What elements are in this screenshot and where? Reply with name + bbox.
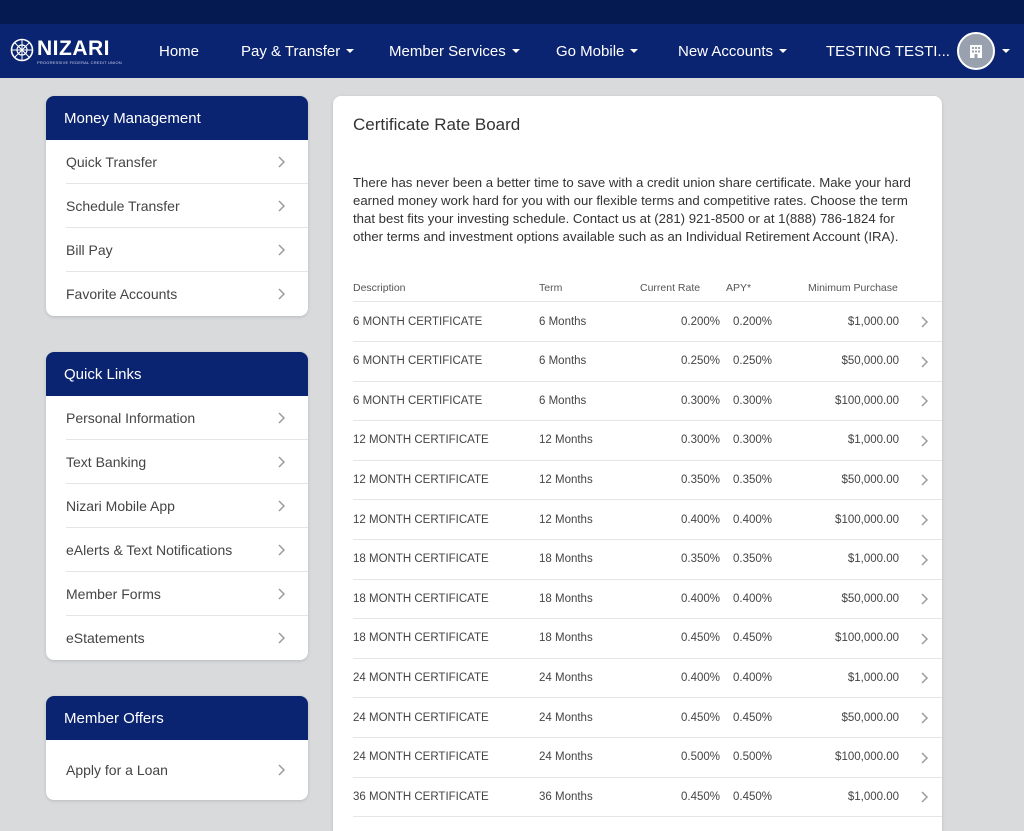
sidebar-item-bill-pay[interactable] [66, 228, 308, 272]
cell-description: 36 MONTH CERTIFICATE [353, 790, 489, 803]
cell-apy: 0.350% [732, 473, 772, 486]
page-title: Certificate Rate Board [353, 115, 521, 134]
chevron-right-icon [917, 355, 931, 369]
caret-down-icon [512, 49, 520, 53]
brand-subtitle: PROGRESSIVE FEDERAL CREDIT UNION [37, 60, 122, 65]
cell-apy: 0.500% [732, 751, 772, 764]
chevron-right-icon [917, 592, 931, 606]
cell-minimum-purchase: $50,000.00 [841, 473, 899, 486]
table-row[interactable] [353, 540, 942, 580]
column-header-apy: APY* [726, 282, 752, 294]
cell-apy: 0.250% [732, 355, 772, 368]
column-header-description: Description [353, 282, 406, 294]
cell-apy: 0.400% [732, 592, 772, 605]
cell-minimum-purchase: $50,000.00 [841, 592, 899, 605]
cell-apy: 0.300% [732, 434, 772, 447]
sidebar-item-member-forms[interactable] [66, 572, 308, 616]
nav-pay-transfer-label: Pay & Transfer [241, 42, 341, 60]
cell-minimum-purchase: $100,000.00 [835, 513, 899, 526]
profile-caret-icon[interactable] [1002, 49, 1010, 53]
cell-apy: 0.450% [732, 790, 772, 803]
caret-down-icon [630, 49, 638, 53]
nav-new-accounts[interactable] [678, 24, 787, 78]
chevron-right-icon [274, 243, 288, 257]
cell-term: 36 Months [539, 790, 593, 803]
sidebar-item-mobile-app[interactable] [66, 484, 308, 528]
cell-term: 12 Months [539, 513, 593, 526]
chevron-right-icon [274, 543, 288, 557]
cell-description: 24 MONTH CERTIFICATE [353, 671, 489, 684]
sidebar-item-label: Favorite Accounts [66, 286, 178, 302]
sidebar-item-label: Quick Transfer [66, 153, 158, 170]
sidebar-item-label: eStatements [66, 630, 145, 646]
globe-seal-icon [10, 38, 34, 62]
cell-description: 6 MONTH CERTIFICATE [353, 394, 483, 407]
chevron-right-icon [274, 287, 288, 301]
cell-description: 12 MONTH CERTIFICATE [353, 434, 489, 447]
cell-apy: 0.400% [732, 513, 772, 526]
cell-minimum-purchase: $50,000.00 [841, 355, 899, 368]
nav-member-services-label: Member Services [389, 42, 506, 60]
chevron-right-icon [274, 199, 288, 213]
nav-go-mobile-label: Go Mobile [556, 42, 625, 60]
cell-description: 6 MONTH CERTIFICATE [353, 355, 483, 368]
table-header [353, 282, 942, 302]
table-row[interactable] [353, 698, 942, 738]
cell-description: 24 MONTH CERTIFICATE [353, 711, 489, 724]
cell-term: 12 Months [539, 473, 593, 486]
cell-term: 18 Months [539, 632, 593, 645]
top-strip [0, 0, 1024, 24]
cell-term: 6 Months [539, 394, 587, 407]
chevron-right-icon [917, 671, 931, 685]
sidebar-item-ealerts[interactable] [66, 528, 308, 572]
column-header-term: Term [539, 282, 563, 294]
cell-description: 18 MONTH CERTIFICATE [353, 632, 489, 645]
cell-current-rate: 0.400% [680, 513, 720, 526]
chevron-right-icon [274, 631, 288, 645]
table-row[interactable] [353, 460, 942, 500]
table-row[interactable] [353, 579, 942, 619]
chevron-right-icon [274, 763, 288, 777]
cell-current-rate: 0.450% [680, 790, 720, 803]
cell-minimum-purchase: $100,000.00 [835, 394, 899, 407]
nav-home[interactable] [159, 24, 199, 78]
sidebar-item-personal-information[interactable] [66, 396, 308, 440]
chevron-right-icon [917, 315, 931, 329]
cell-apy: 0.400% [732, 671, 772, 684]
cell-term: 18 Months [539, 553, 593, 566]
table-row[interactable] [353, 302, 942, 342]
cell-apy: 0.350% [732, 553, 772, 566]
caret-down-icon [346, 49, 354, 53]
cell-current-rate: 0.500% [680, 751, 720, 764]
nav-new-accounts-label: New Accounts [678, 42, 774, 60]
profile-button[interactable] [957, 32, 995, 70]
sidebar-item-label: Nizari Mobile App [66, 497, 175, 514]
cell-apy: 0.450% [732, 711, 772, 724]
cell-current-rate: 0.400% [680, 671, 720, 684]
member-offers-title: Member Offers [46, 696, 308, 740]
table-row[interactable] [353, 381, 942, 421]
chevron-right-icon [917, 751, 931, 765]
brand-name: NIZARI [37, 37, 110, 60]
chevron-right-icon [274, 455, 288, 469]
cell-minimum-purchase: $100,000.00 [835, 632, 899, 645]
quick-links-title: Quick Links [46, 352, 308, 396]
chevron-right-icon [274, 587, 288, 601]
cell-current-rate: 0.400% [680, 592, 720, 605]
chevron-right-icon [274, 155, 288, 169]
nav-user-name[interactable] [826, 24, 950, 78]
quick-links-panel [46, 352, 308, 660]
chevron-right-icon [917, 473, 931, 487]
chevron-right-icon [917, 513, 931, 527]
intro-text: There has never been a better time to save with a credit union share certificate. Make your hard earned money work hard for you with our flexible terms and competitive rates. Choose the term that best fits your investing schedule. Contact us at (281) 921-8500 or at 1(888) 786-1824 for other terms and investment options available such as an Individual Retirement Account (IRA). [353, 175, 911, 244]
cell-minimum-purchase: $100,000.00 [835, 751, 899, 764]
sidebar-item-label: Personal Information [66, 409, 196, 426]
chevron-right-icon [917, 434, 931, 448]
member-offers-panel [46, 696, 308, 800]
sidebar-item-label: Member Forms [66, 585, 161, 602]
cell-term: 24 Months [539, 751, 593, 764]
money-management-title: Money Management [46, 96, 308, 140]
cell-minimum-purchase: $1,000.00 [847, 790, 899, 803]
chevron-right-icon [917, 711, 931, 725]
table-row[interactable] [353, 500, 942, 540]
cell-term: 12 Months [539, 434, 593, 447]
table-row[interactable] [353, 421, 942, 461]
chevron-right-icon [274, 411, 288, 425]
cell-description: 18 MONTH CERTIFICATE [353, 592, 489, 605]
table-row[interactable] [353, 658, 942, 698]
chevron-right-icon [917, 632, 931, 646]
cell-current-rate: 0.300% [680, 394, 720, 407]
cell-term: 18 Months [539, 592, 593, 605]
cell-current-rate: 0.350% [680, 553, 720, 566]
cell-description: 18 MONTH CERTIFICATE [353, 553, 489, 566]
brand-logo[interactable] [10, 38, 122, 65]
cell-apy: 0.450% [732, 632, 772, 645]
chevron-right-icon [917, 790, 931, 804]
nav-go-mobile[interactable] [556, 24, 638, 78]
nav-pay-transfer[interactable] [241, 24, 354, 78]
cell-minimum-purchase: $50,000.00 [841, 711, 899, 724]
cell-apy: 0.200% [732, 315, 772, 328]
cell-current-rate: 0.450% [680, 711, 720, 724]
cell-description: 24 MONTH CERTIFICATE [353, 751, 489, 764]
sidebar-item-favorite-accounts[interactable] [66, 272, 308, 316]
sidebar-item-apply-loan[interactable] [66, 740, 308, 800]
sidebar-item-label: Text Banking [66, 453, 147, 470]
cell-term: 24 Months [539, 671, 593, 684]
nav-home-label: Home [159, 42, 200, 60]
nav-member-services[interactable] [389, 24, 520, 78]
cell-apy: 0.300% [732, 394, 772, 407]
table-row[interactable] [353, 738, 942, 778]
cell-current-rate: 0.300% [680, 434, 720, 447]
cell-description: 12 MONTH CERTIFICATE [353, 473, 489, 486]
table-row[interactable] [353, 342, 942, 382]
sidebar-item-quick-transfer[interactable] [66, 140, 308, 184]
table-row[interactable] [353, 777, 942, 817]
cell-current-rate: 0.250% [680, 355, 720, 368]
chevron-right-icon [917, 553, 931, 567]
sidebar-item-label: eAlerts & Text Notifications [66, 541, 233, 558]
column-header-minimum: Minimum Purchase [808, 282, 898, 294]
cell-current-rate: 0.450% [680, 632, 720, 645]
sidebar-item-label: Bill Pay [66, 241, 113, 258]
sidebar-item-label: Apply for a Loan [66, 762, 168, 778]
cell-current-rate: 0.200% [680, 315, 720, 328]
cell-term: 6 Months [539, 315, 587, 328]
table-row[interactable] [353, 619, 942, 659]
money-management-panel [46, 96, 308, 316]
sidebar-item-text-banking[interactable] [66, 440, 308, 484]
building-icon [967, 42, 985, 60]
sidebar-item-schedule-transfer[interactable] [66, 184, 308, 228]
cell-description: 6 MONTH CERTIFICATE [353, 315, 483, 328]
caret-down-icon [779, 49, 787, 53]
navbar [0, 24, 1024, 78]
column-header-rate: Current Rate [640, 282, 701, 294]
cell-minimum-purchase: $1,000.00 [847, 434, 899, 447]
sidebar-item-estatements[interactable] [66, 616, 308, 660]
rate-board-card [333, 96, 942, 831]
sidebar-item-label: Schedule Transfer [66, 197, 180, 214]
nav-user-name-label: TESTING TESTI... [826, 42, 950, 60]
cell-minimum-purchase: $1,000.00 [847, 671, 899, 684]
cell-minimum-purchase: $1,000.00 [847, 315, 899, 328]
cell-description: 12 MONTH CERTIFICATE [353, 513, 489, 526]
cell-minimum-purchase: $1,000.00 [847, 553, 899, 566]
chevron-right-icon [274, 499, 288, 513]
chevron-right-icon [917, 394, 931, 408]
cell-term: 24 Months [539, 711, 593, 724]
cell-current-rate: 0.350% [680, 473, 720, 486]
cell-term: 6 Months [539, 355, 587, 368]
